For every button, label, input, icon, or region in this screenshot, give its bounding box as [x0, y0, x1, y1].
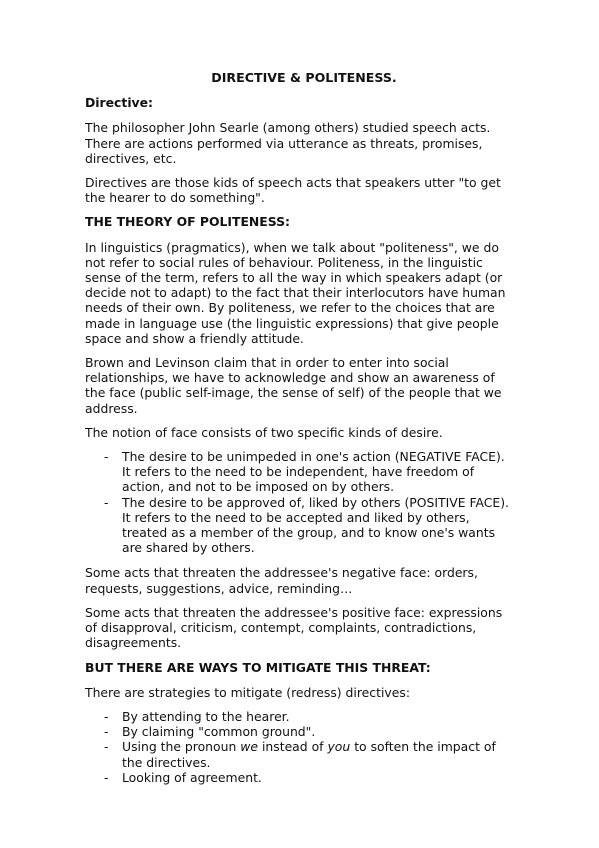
directive-paragraph-2: Directives are those kids of speech acts that speakers utter "to get the hearer to do something". [85, 175, 501, 206]
list-item-text: Looking of agreement. [122, 769, 262, 785]
mitigate-heading: BUT THERE ARE WAYS TO MITIGATE THIS THREAT: [85, 659, 431, 675]
list-item [85, 724, 515, 739]
list-item [85, 709, 515, 724]
dash-bullet: - [104, 449, 109, 465]
strategies-list [85, 709, 515, 785]
text-segment: to soften the impact of the directives. [122, 739, 496, 770]
dash-bullet: - [104, 769, 109, 785]
dash-bullet: - [104, 708, 109, 724]
strategies-intro: There are strategies to mitigate (redress) directives: [85, 684, 411, 700]
politeness-paragraph-3: The notion of face consists of two specific kinds of desire. [85, 424, 443, 440]
list-item [85, 770, 515, 785]
emphasis-you: you [327, 739, 351, 755]
politeness-paragraph-1: In linguistics (pragmatics), when we talk about "politeness", we do not refer to social rules of behaviour. Politeness, in the linguistic sense of the term, refers to all the way in which speakers adapt (or decide not to adapt) to the fact that their interlocutors have human needs of their own. By politeness, we refer to the choices that are made in language use (the linguistic expressions) that give people space and show a friendly attitude. [85, 239, 506, 346]
dash-bullet: - [104, 724, 109, 740]
politeness-paragraph-2: Brown and Levinson claim that in order to enter into social relationships, we have to acknowledge and show an awareness of the face (public self-image, the sense of self) of the people that we address. [85, 355, 502, 416]
list-item-text: The desire to be approved of, liked by others (POSITIVE FACE). It refers to the need to be accepted and liked by others, treated as a member of the group, and to know one's wants are shared by others. [122, 494, 509, 556]
document-title: DIRECTIVE & POLITENESS. [211, 70, 397, 85]
list-item-text: By claiming "common ground". [122, 724, 316, 740]
list-item [85, 739, 515, 769]
text-segment: instead of [258, 739, 328, 755]
text-segment: Using the pronoun [122, 739, 241, 755]
dash-bullet: - [104, 494, 109, 510]
directive-paragraph-1: The philosopher John Searle (among others) studied speech acts. There are actions performed via utterance as threats, promises, directives, etc. [85, 120, 491, 166]
emphasis-we: we [240, 739, 259, 755]
list-item-text: The desire to be unimpeded in one's action (NEGATIVE FACE). It refers to the need to be independent, have freedom of action, and not to be imposed on by others. [122, 449, 505, 495]
face-list [85, 449, 515, 555]
directive-heading: Directive: [85, 95, 153, 111]
politeness-heading: THE THEORY OF POLITENESS: [85, 214, 290, 230]
negative-face-threats: Some acts that threaten the addressee's negative face: orders, requests, suggestions, advice, reminding… [85, 565, 478, 596]
list-item-text [122, 739, 496, 769]
list-item [85, 449, 515, 495]
list-item [85, 495, 515, 556]
dash-bullet: - [104, 739, 109, 755]
list-item-text: By attending to the hearer. [122, 708, 290, 724]
positive-face-threats: Some acts that threaten the addressee's positive face: expressions of disapproval, criticism, contempt, complaints, contradictions, disagreements. [85, 604, 503, 651]
